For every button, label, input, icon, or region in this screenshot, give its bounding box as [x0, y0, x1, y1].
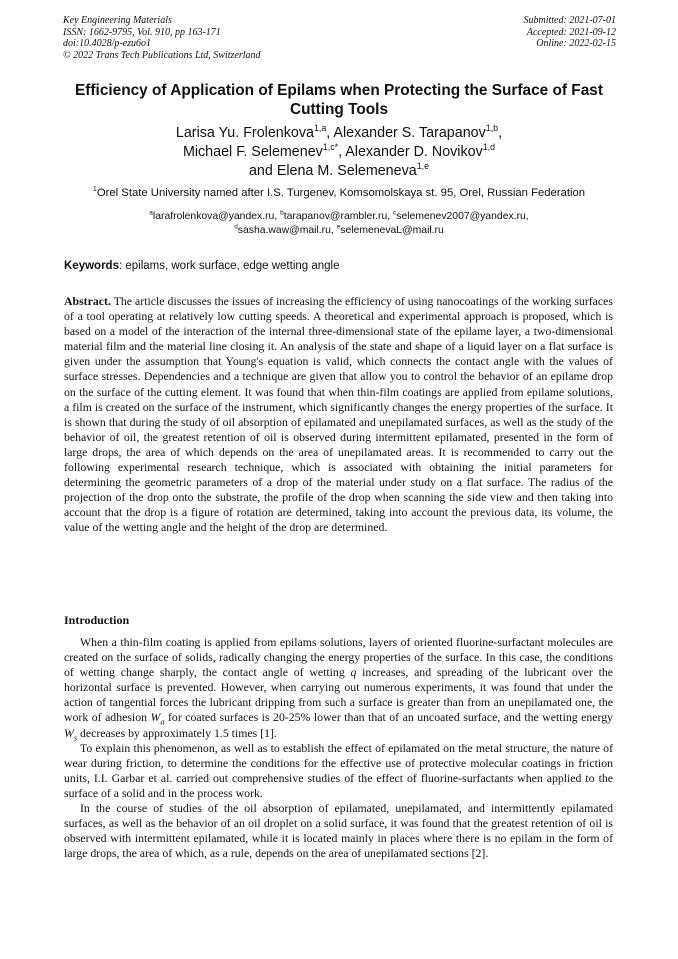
date-online: Online: 2022-02-15 [536, 38, 616, 50]
author-name: Alexander S. Tarapanov [333, 125, 486, 141]
author-emails [40, 210, 638, 238]
abstract-label: Abstract. [64, 294, 111, 308]
email-line-2 [40, 224, 638, 238]
author-affil-mark: 1,c* [322, 142, 339, 153]
symbol-ws: W [64, 725, 74, 740]
date-submitted: Submitted: 2021-07-01 [523, 15, 616, 26]
author-line-2: Michael F. Selemenev$^{1,c*}$, Alexander D. Novikov$^{1,d}$ [182, 142, 496, 160]
intro-paragraph-3: In the course of studies of the oil absorption of epilamated, unepilamated, and intermittently epilamated surfaces, as well as the behavior of an oil droplet on a solid surface, it was found that the greatest retention of oil is observed with intermittent epilamated, while it is located mainly in places where there is no epilam in the form of large drops, the area of which, as a rule, depends on the area of unepilamated sections [2]. [64, 801, 613, 861]
intro-text: When a thin-film coating is applied from epilams solutions, layers of oriented fluorine-surfactant molecules are created on the surface of solids, radically changing the energy properties of the surface. In this case, the conditions of wetting change sharply, the contact angle of wetting [64, 635, 613, 680]
journal-name: Key Engineering Materials [63, 15, 172, 26]
keywords [64, 259, 616, 273]
intro-paragraph-2: To explain this phenomenon, as well as to establish the effect of epilamated on the metal structure, the nature of wear during friction, to determine the conditions for the effective use of protective molecular coatings in friction units, I.I. Garbar et al. carried out comprehensive studies of the effect of fluorine-surfactants when applied to the surface of a solid and in the process work. [64, 740, 613, 800]
symbol-ws-sub: s [73, 732, 78, 742]
email-link[interactable]: tarapanov@rambler.ru, [283, 211, 391, 222]
author-list [40, 124, 638, 181]
author-affil-mark: 1,b [485, 123, 499, 134]
date-accepted: Accepted: 2021-09-12 [526, 26, 616, 38]
journal-issn: ISSN: 1662-9795, Vol. 910, pp 163-171 [63, 26, 221, 38]
introduction-body [64, 635, 613, 861]
author-line-1: Larisa Yu. Frolenkova$^{1,a}$, Alexander S. Tarapanov$^{1,b}$, [175, 123, 503, 141]
keywords-label: Keywords [64, 260, 119, 272]
email-mark: b [280, 209, 284, 217]
author-conjunction: and [248, 163, 273, 179]
symbol-q: q [350, 665, 357, 680]
email-link[interactable]: selemenev2007@yandex.ru, [396, 211, 529, 222]
author-affil-mark: 1,d [482, 142, 496, 153]
email-link[interactable]: larafrolenkova@yandex.ru, [152, 211, 278, 222]
journal-copyright: © 2022 Trans Tech Publications Ltd, Switzerland [63, 49, 261, 61]
email-mark: a [149, 209, 153, 217]
email-line-1 [40, 210, 638, 224]
author-line-3 [40, 162, 638, 181]
intro-text: for coated surfaces is 20-25% lower than that of an uncoated surface, and the wetting energy [168, 710, 614, 725]
author-name: Michael F. Selemenev [182, 144, 323, 160]
title-line-1: Efficiency of Application of Epilams when Protecting the Surface of Fast [75, 82, 603, 99]
email-mark: e [336, 223, 341, 231]
author-name: Alexander D. Novikov [345, 144, 483, 160]
email-link[interactable]: sasha.waw@mail.ru, [237, 225, 334, 236]
email-mark: c [393, 209, 397, 217]
intro-paragraph-1 [64, 635, 613, 741]
intro-text: increases, and spreading of the lubricant over the horizontal surface is prevented. However, when carrying out numerous experiments, it was found that under the action of tangential forces the lubricant dripping from such a surface is greater than from an unepilamated one, the work of adhesion [64, 665, 613, 725]
intro-text: decreases by approximately 1.5 times [1]. [80, 725, 277, 740]
abstract [64, 294, 613, 536]
symbol-wa: W [150, 710, 161, 725]
title-line-2: Cutting Tools [289, 101, 389, 118]
author-name: Larisa Yu. Frolenkova [175, 125, 314, 141]
paper-title [55, 81, 623, 119]
email-link[interactable]: selemenevaL@mail.ru [340, 225, 444, 236]
author-affil-mark: 1,e [416, 161, 430, 172]
author-name: Elena M. Selemeneva [276, 163, 417, 179]
publication-dates [524, 15, 617, 50]
journal-info [63, 15, 261, 61]
symbol-wa-sub: a [160, 717, 165, 727]
affiliation-mark: 1 [92, 186, 97, 194]
affiliation-text: Orel State University named after I.S. Turgenev, Komsomolskaya st. 95, Orel, Russian Federation [96, 187, 586, 199]
keywords-text: : epilams, work surface, edge wetting angle [118, 260, 340, 272]
affiliation [40, 186, 638, 200]
email-mark: d [234, 223, 238, 231]
abstract-text: The article discusses the issues of increasing the efficiency of using nanocoatings of the working surfaces of a tool operating at relatively low cutting speeds. A theoretical and experimental approach is proposed, which is based on a model of the interaction of the internal three-dimensional state of the epilame layer, a two-dimensional material film and the material line closing it. An analysis of the state and shape of a liquid layer on a flat surface is given under the assumption that Young's equation is valid, which connects the contact angle with the values of surface stresses. Dependencies and a technique are given that allow you to control the behavior of an epilame drop on the surface of the cutting element. It was found that when thin-film coatings are applied from epilame solutions, a film is created on the surface of the instrument, which significantly changes the energy properties of the surface. It is shown that during the study of oil absorption of epilamated and unepilamated surfaces, as well as the study of the behavior of oil, the greatest retention of oil is observed during intermittent epilamated, presented in the form of large drops, the area of which depends on the area of unepilamated areas. It is recommended to carry out the following experimental research technique, which is associated with obtaining the initial parameters for determining the geometric parameters of a drop of the material under study on a flat surface. The radius of the projection of the drop onto the substrate, the profile of the drop when scanning the side view and then taking into account that the drop is a figure of rotation are determined, taking into account the previous data, its volume, the value of the wetting angle and the height of the drop are determined. [64, 294, 613, 535]
section-heading-introduction: Introduction [64, 613, 130, 627]
author-affil-mark: 1,a [313, 123, 327, 134]
journal-doi[interactable]: doi:10.4028/p-ezu6o1 [63, 38, 152, 50]
